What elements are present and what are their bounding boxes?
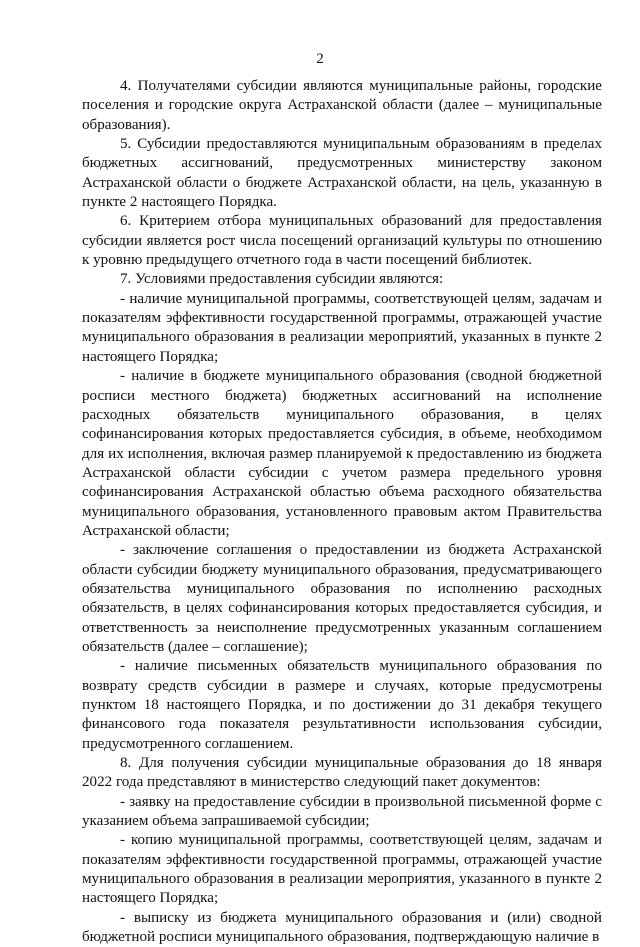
paragraph-document-budget-extract: - выписку из бюджета муниципального образования и (или) сводной бюджетной росписи муниципального образования, подтверждающую наличие в bbox=[82, 909, 602, 946]
paragraph-8-documents-heading: 8. Для получения субсидии муниципальные образования до 18 января 2022 года представляют в министерство следующий пакет документов: bbox=[82, 755, 602, 791]
paragraph-6-selection-criterion: 6. Критерием отбора муниципальных образований для предоставления субсидии является рост числа посещений организаций культуры по отношению к уровню предыдущего отчетного года в части посещений библиотек. bbox=[82, 213, 602, 269]
page-number: 2 bbox=[316, 51, 324, 67]
paragraph-condition-budget-allocations: - наличие в бюджете муниципального образования (сводной бюджетной росписи местного бюджета) бюджетных ассигнований на исполнение расходных обязательств муниципального образования, в целях софинансирования которых предоставляется субсидия, в объеме, необходимом для их исполнения, включая размер планируемой к предоставлению из бюджета Астраханской области субсидии с учетом размера предельного уровня софинансирования Астраханской областью объема расходного обязательства муниципального образования, установленного правовым актом Правительства Астраханской области; bbox=[82, 368, 602, 539]
paragraph-document-application: - заявку на предоставление субсидии в произвольной письменной форме с указанием объема запрашиваемой субсидии; bbox=[82, 793, 602, 830]
paragraph-5-budget-limits: 5. Субсидии предоставляются муниципальным образованиям в пределах бюджетных ассигнований, предусмотренных министерству законом Астраханской области о бюджете Астраханской области, на цель, указанную в пункте 2 настоящего Порядка. bbox=[82, 136, 602, 211]
document-body bbox=[82, 77, 602, 947]
paragraph-7-conditions-heading: 7. Условиями предоставления субсидии являются: bbox=[120, 271, 444, 288]
paragraph-condition-agreement: - заключение соглашения о предоставлении из бюджета Астраханской области субсидии бюджету муниципального образования, предусматривающего обязательства муниципального образования по исполнению расходных обязательств, в целях софинансирования которых предоставляется субсидия, и ответственность за неисполнение предусмотренных указанным соглашением обязательств (далее – соглашение); bbox=[82, 542, 602, 655]
paragraph-4-recipients: 4. Получателями субсидии являются муниципальные районы, городские поселения и городские округа Астраханской области (далее – муниципальные образования). bbox=[82, 78, 602, 133]
paragraph-condition-refund-obligations: - наличие письменных обязательств муниципального образования по возврату средств субсидии в размере и случаях, которые предусмотрены пунктом 18 настоящего Порядка, и по достижении до 31 декабря текущего финансового года показателя результативности использования субсидии, предусмотренного соглашением. bbox=[82, 658, 602, 752]
paragraph-condition-municipal-program: - наличие муниципальной программы, соответствующей целям, задачам и показателям эффективности государственной программы, отражающей участие муниципального образования в реализации мероприятий, указанных в пункте 2 настоящего Порядка; bbox=[82, 290, 602, 365]
paragraph-document-program-copy: - копию муниципальной программы, соответствующей целям, задачам и показателям эффективности государственной программы, отражающей участие муниципального образования в реализации мероприятия, указанного в пункте 2 настоящего Порядка; bbox=[82, 832, 602, 907]
